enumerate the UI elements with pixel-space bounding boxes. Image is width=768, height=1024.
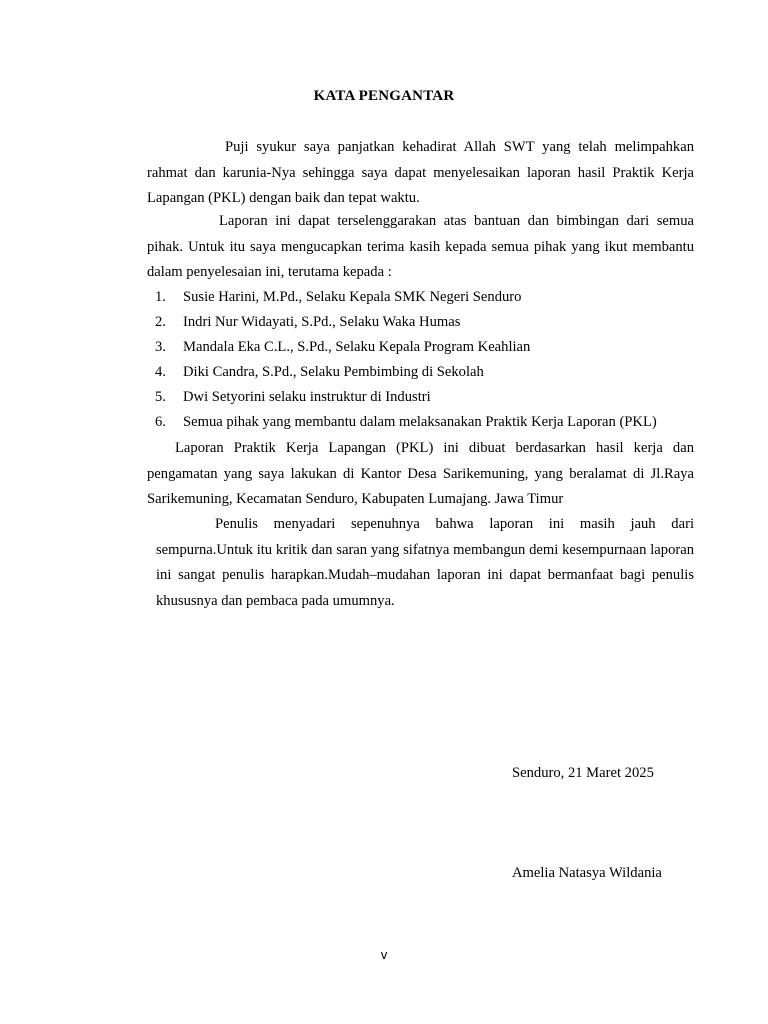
page-number: v [380,948,388,962]
list-number: 6. [155,414,166,430]
paragraph-closing: Penulis menyadari sepenuhnya bahwa laporan ini masih jauh dari sempurna.Untuk itu kritik dan saran yang sifatnya membangun demi kesempurnaan laporan ini sangat penulis harapkan.Mudah–mudahan laporan ini dapat bermanfaat bagi penulis khususnya dan pembaca pada umumnya. [156,516,694,609]
list-item [155,360,657,385]
paragraph-report-basis: Laporan Praktik Kerja Lapangan (PKL) ini dibuat berdasarkan hasil kerja dan pengamatan yang saya lakukan di Kantor Desa Sarikemuning, yang beralamat di Jl.Raya Sarikemuning, Kecamatan Senduro, Kabupaten Lumajang. Jawa Timur [147,440,694,507]
list-text: Semua pihak yang membantu dalam melaksanakan Praktik Kerja Laporan (PKL) [183,414,657,430]
list-number: 4. [155,364,166,380]
list-item [155,335,657,360]
paragraph-intro: Puji syukur saya panjatkan kehadirat Allah SWT yang telah melimpahkan rahmat dan karunia-Nya sehingga saya dapat menyelesaikan laporan hasil Praktik Kerja Lapangan (PKL) dengan baik dan tepat waktu. [147,139,694,206]
place-date: Senduro, 21 Maret 2025 [512,765,654,781]
list-text: Diki Candra, S.Pd., Selaku Pembimbing di Sekolah [183,364,484,380]
list-text: Indri Nur Widayati, S.Pd., Selaku Waka Humas [183,314,461,330]
acknowledgement-list [155,285,657,435]
list-item [155,410,657,435]
list-number: 2. [155,314,166,330]
list-text: Mandala Eka C.L., S.Pd., Selaku Kepala Program Keahlian [183,339,531,355]
list-number: 5. [155,389,166,405]
list-number: 3. [155,339,166,355]
page-title: KATA PENGANTAR [313,88,455,104]
signer-name: Amelia Natasya Wildania [512,865,662,881]
list-item [155,285,657,310]
list-item [155,310,657,335]
list-item [155,385,657,410]
list-text: Susie Harini, M.Pd., Selaku Kepala SMK Negeri Senduro [183,289,522,305]
list-text: Dwi Setyorini selaku instruktur di Industri [183,389,431,405]
paragraph-thanks: Laporan ini dapat terselenggarakan atas bantuan dan bimbingan dari semua pihak. Untuk itu saya mengucapkan terima kasih kepada semua pihak yang ikut membantu dalam penyelesaian ini, terutama kepada : [147,213,694,280]
list-number: 1. [155,289,166,305]
